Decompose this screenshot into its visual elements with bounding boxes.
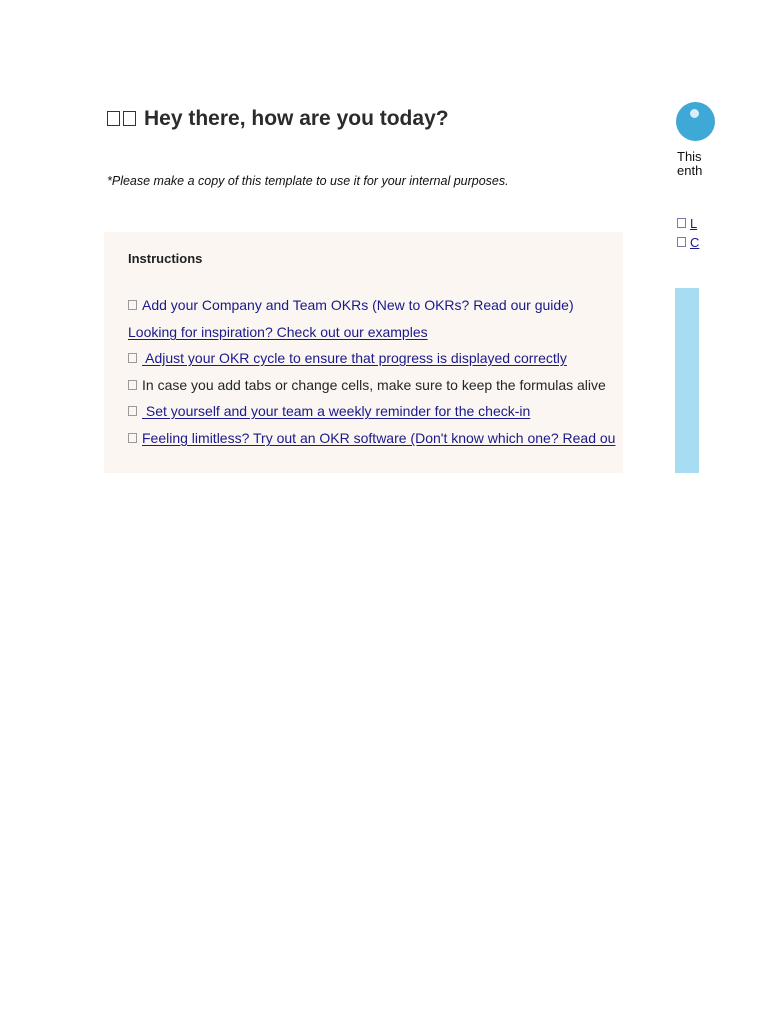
instruction-label: Feeling limitless? Try out an OKR software (Don't know which one? Read ou: [142, 430, 616, 446]
side-panel-color-block: [675, 288, 699, 473]
instructions-title: Instructions: [128, 251, 203, 266]
side-panel-link[interactable]: [677, 235, 699, 251]
checkbox-icon: [677, 237, 686, 247]
checkbox-icon[interactable]: [128, 300, 137, 310]
side-panel-link[interactable]: [677, 216, 699, 232]
instruction-label: Looking for inspiration? Check out our examples: [128, 324, 428, 340]
emoji-icon: [107, 111, 120, 126]
side-panel-text: [677, 149, 703, 178]
instruction-label: Add your Company and Team OKRs (New to OKRs? Read our guide): [142, 297, 574, 313]
emoji-icon: [123, 111, 136, 126]
instruction-examples-link[interactable]: [128, 323, 428, 341]
avatar-circle: [676, 102, 715, 141]
instruction-label: In case you add tabs or change cells, make sure to keep the formulas alive: [142, 377, 606, 393]
instruction-add-okrs[interactable]: [128, 296, 574, 314]
instruction-okr-cycle-link[interactable]: [128, 349, 567, 367]
side-panel-text-line: enth: [677, 163, 703, 178]
instructions-panel: [104, 232, 623, 473]
copy-note: *Please make a copy of this template to use it for your internal purposes.: [107, 174, 509, 188]
checkbox-icon[interactable]: [128, 353, 137, 363]
side-panel-link-label: L: [690, 216, 698, 231]
checkbox-icon[interactable]: [128, 406, 137, 416]
side-panel-link-label: C: [690, 235, 700, 250]
avatar: [676, 102, 699, 141]
instruction-label: Adjust your OKR cycle to ensure that progress is displayed correctly: [145, 350, 567, 366]
instruction-reminder-link[interactable]: [128, 402, 530, 420]
avatar-head: [690, 109, 699, 118]
side-panel-text-line: This: [677, 149, 702, 164]
instruction-software-link[interactable]: [128, 429, 615, 447]
instruction-label: Set yourself and your team a weekly reminder for the check-in: [145, 403, 531, 419]
checkbox-icon[interactable]: [128, 433, 137, 443]
checkbox-icon[interactable]: [128, 380, 137, 390]
greeting-text: Hey there, how are you today?: [144, 107, 449, 130]
checkbox-icon: [677, 218, 686, 228]
page-title: [107, 104, 449, 134]
instruction-formulas: [128, 376, 606, 394]
